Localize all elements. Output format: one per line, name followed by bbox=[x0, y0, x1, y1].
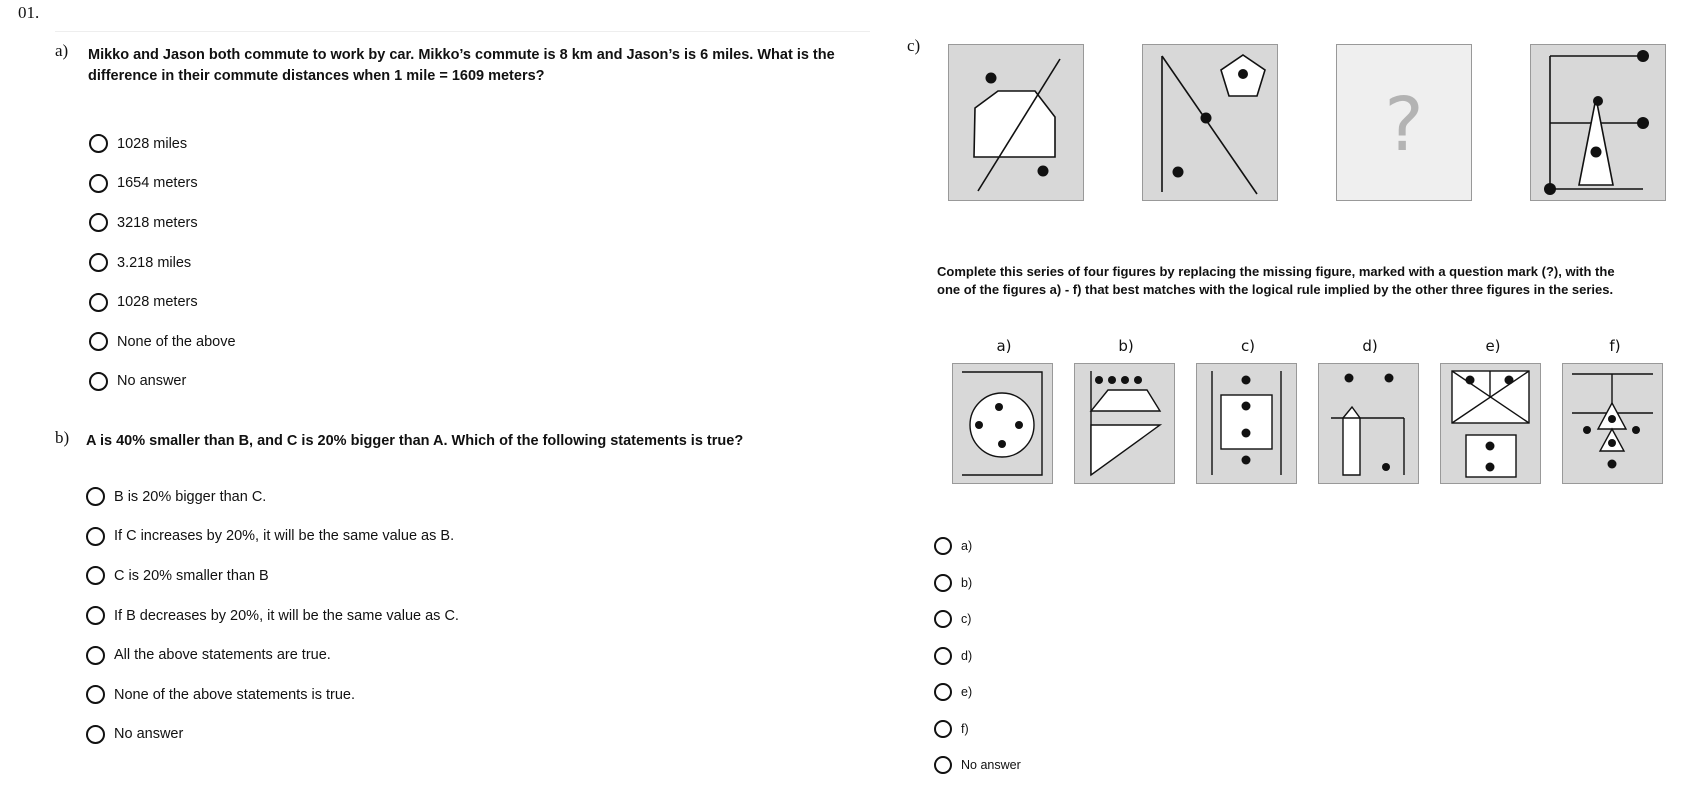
choice-figure-e[interactable] bbox=[1440, 363, 1541, 484]
radio-button[interactable] bbox=[86, 685, 105, 704]
question-number: 01. bbox=[18, 3, 40, 22]
part-a-options bbox=[89, 124, 236, 401]
series-figure-2 bbox=[1142, 44, 1278, 201]
radio-button[interactable] bbox=[86, 725, 105, 744]
choice-figure-f[interactable] bbox=[1562, 363, 1663, 484]
option-label: a) bbox=[961, 539, 973, 554]
choice-label-d: d) bbox=[1362, 337, 1378, 355]
option-c-b[interactable] bbox=[934, 565, 1021, 602]
option-label: 3.218 miles bbox=[117, 254, 192, 271]
part-c-instructions: Complete this series of four figures by replacing the missing figure, marked with a question mark (?), with the one of the figures a) - f) that best matches with the logical rule implied by the other three figures in the series. bbox=[937, 264, 1615, 297]
choice-figure-d[interactable] bbox=[1318, 363, 1419, 484]
option-label: None of the above statements is true. bbox=[114, 686, 355, 703]
radio-button[interactable] bbox=[89, 174, 108, 193]
option-c-d[interactable] bbox=[934, 638, 1021, 675]
radio-button[interactable] bbox=[86, 606, 105, 625]
option-label: 1028 meters bbox=[117, 294, 198, 311]
radio-button[interactable] bbox=[934, 647, 952, 665]
option-label: c) bbox=[961, 612, 972, 627]
part-c-options bbox=[934, 528, 1021, 784]
option-label: B is 20% bigger than C. bbox=[114, 488, 267, 505]
radio-button[interactable] bbox=[934, 756, 952, 774]
option-label: No answer bbox=[117, 373, 187, 390]
option-a-5[interactable] bbox=[89, 282, 236, 322]
radio-button[interactable] bbox=[934, 720, 952, 738]
part-b-options bbox=[86, 477, 459, 754]
question-mark: ? bbox=[1384, 82, 1424, 168]
option-label: If C increases by 20%, it will be the same value as B. bbox=[114, 528, 455, 545]
radio-button[interactable] bbox=[934, 610, 952, 628]
option-a-6[interactable] bbox=[89, 322, 236, 362]
radio-button[interactable] bbox=[89, 372, 108, 391]
choice-figure-c[interactable] bbox=[1196, 363, 1297, 484]
option-label: f) bbox=[961, 721, 969, 736]
option-label: 1028 miles bbox=[117, 135, 188, 152]
radio-button[interactable] bbox=[89, 293, 108, 312]
option-c-c[interactable] bbox=[934, 601, 1021, 638]
radio-button[interactable] bbox=[86, 487, 105, 506]
option-label: 1654 meters bbox=[117, 175, 198, 192]
option-a-3[interactable] bbox=[89, 203, 236, 243]
option-label: b) bbox=[961, 575, 973, 590]
radio-button[interactable] bbox=[86, 566, 105, 585]
option-b-7[interactable] bbox=[86, 715, 459, 755]
option-c-e[interactable] bbox=[934, 674, 1021, 711]
option-c-no-answer[interactable] bbox=[934, 747, 1021, 784]
option-c-a[interactable] bbox=[934, 528, 1021, 565]
radio-button[interactable] bbox=[89, 253, 108, 272]
option-label: d) bbox=[961, 648, 973, 663]
option-a-7[interactable] bbox=[89, 362, 236, 402]
option-a-1[interactable] bbox=[89, 124, 236, 164]
option-label: 3218 meters bbox=[117, 214, 198, 231]
radio-button[interactable] bbox=[934, 537, 952, 555]
option-b-6[interactable] bbox=[86, 675, 459, 715]
option-label: If B decreases by 20%, it will be the same value as C. bbox=[114, 607, 459, 624]
part-b-question: A is 40% smaller than B, and C is 20% bigger than A. Which of the following statements is true? bbox=[86, 433, 744, 449]
choice-figure-a[interactable] bbox=[952, 363, 1053, 484]
part-c-letter: c) bbox=[907, 36, 921, 55]
radio-button[interactable] bbox=[934, 574, 952, 592]
part-a-question: Mikko and Jason both commute to work by car. Mikko’s commute is 8 km and Jason’s is 6 miles. What is the difference in their commute distances when 1 mile = 1609 meters? bbox=[88, 47, 835, 84]
option-label: C is 20% smaller than B bbox=[114, 567, 269, 584]
series-figure-1 bbox=[948, 44, 1084, 201]
option-label: No answer bbox=[114, 726, 184, 743]
option-b-1[interactable] bbox=[86, 477, 459, 517]
choice-label-e: e) bbox=[1485, 337, 1501, 355]
choice-label-f: f) bbox=[1609, 337, 1621, 355]
radio-button[interactable] bbox=[934, 683, 952, 701]
choice-label-b: b) bbox=[1118, 337, 1134, 355]
radio-button[interactable] bbox=[89, 213, 108, 232]
choice-label-c: c) bbox=[1240, 337, 1256, 355]
radio-button[interactable] bbox=[89, 332, 108, 351]
part-b-letter: b) bbox=[55, 428, 70, 447]
radio-button[interactable] bbox=[86, 527, 105, 546]
option-a-4[interactable] bbox=[89, 243, 236, 283]
series-figure-4 bbox=[1530, 44, 1666, 201]
divider bbox=[55, 31, 870, 32]
part-a-letter: a) bbox=[55, 41, 69, 60]
option-b-4[interactable] bbox=[86, 596, 459, 636]
option-b-5[interactable] bbox=[86, 635, 459, 675]
radio-button[interactable] bbox=[86, 646, 105, 665]
option-c-f[interactable] bbox=[934, 711, 1021, 748]
option-label: All the above statements are true. bbox=[114, 647, 331, 664]
option-b-2[interactable] bbox=[86, 517, 459, 557]
option-label: e) bbox=[961, 685, 973, 700]
choice-figure-b[interactable] bbox=[1074, 363, 1175, 484]
option-label: No answer bbox=[961, 758, 1021, 773]
option-label: None of the above bbox=[117, 333, 236, 350]
radio-button[interactable] bbox=[89, 134, 108, 153]
series-figure-missing bbox=[1336, 44, 1472, 201]
option-b-3[interactable] bbox=[86, 556, 459, 596]
option-a-2[interactable] bbox=[89, 164, 236, 204]
choice-label-a: a) bbox=[996, 337, 1012, 355]
